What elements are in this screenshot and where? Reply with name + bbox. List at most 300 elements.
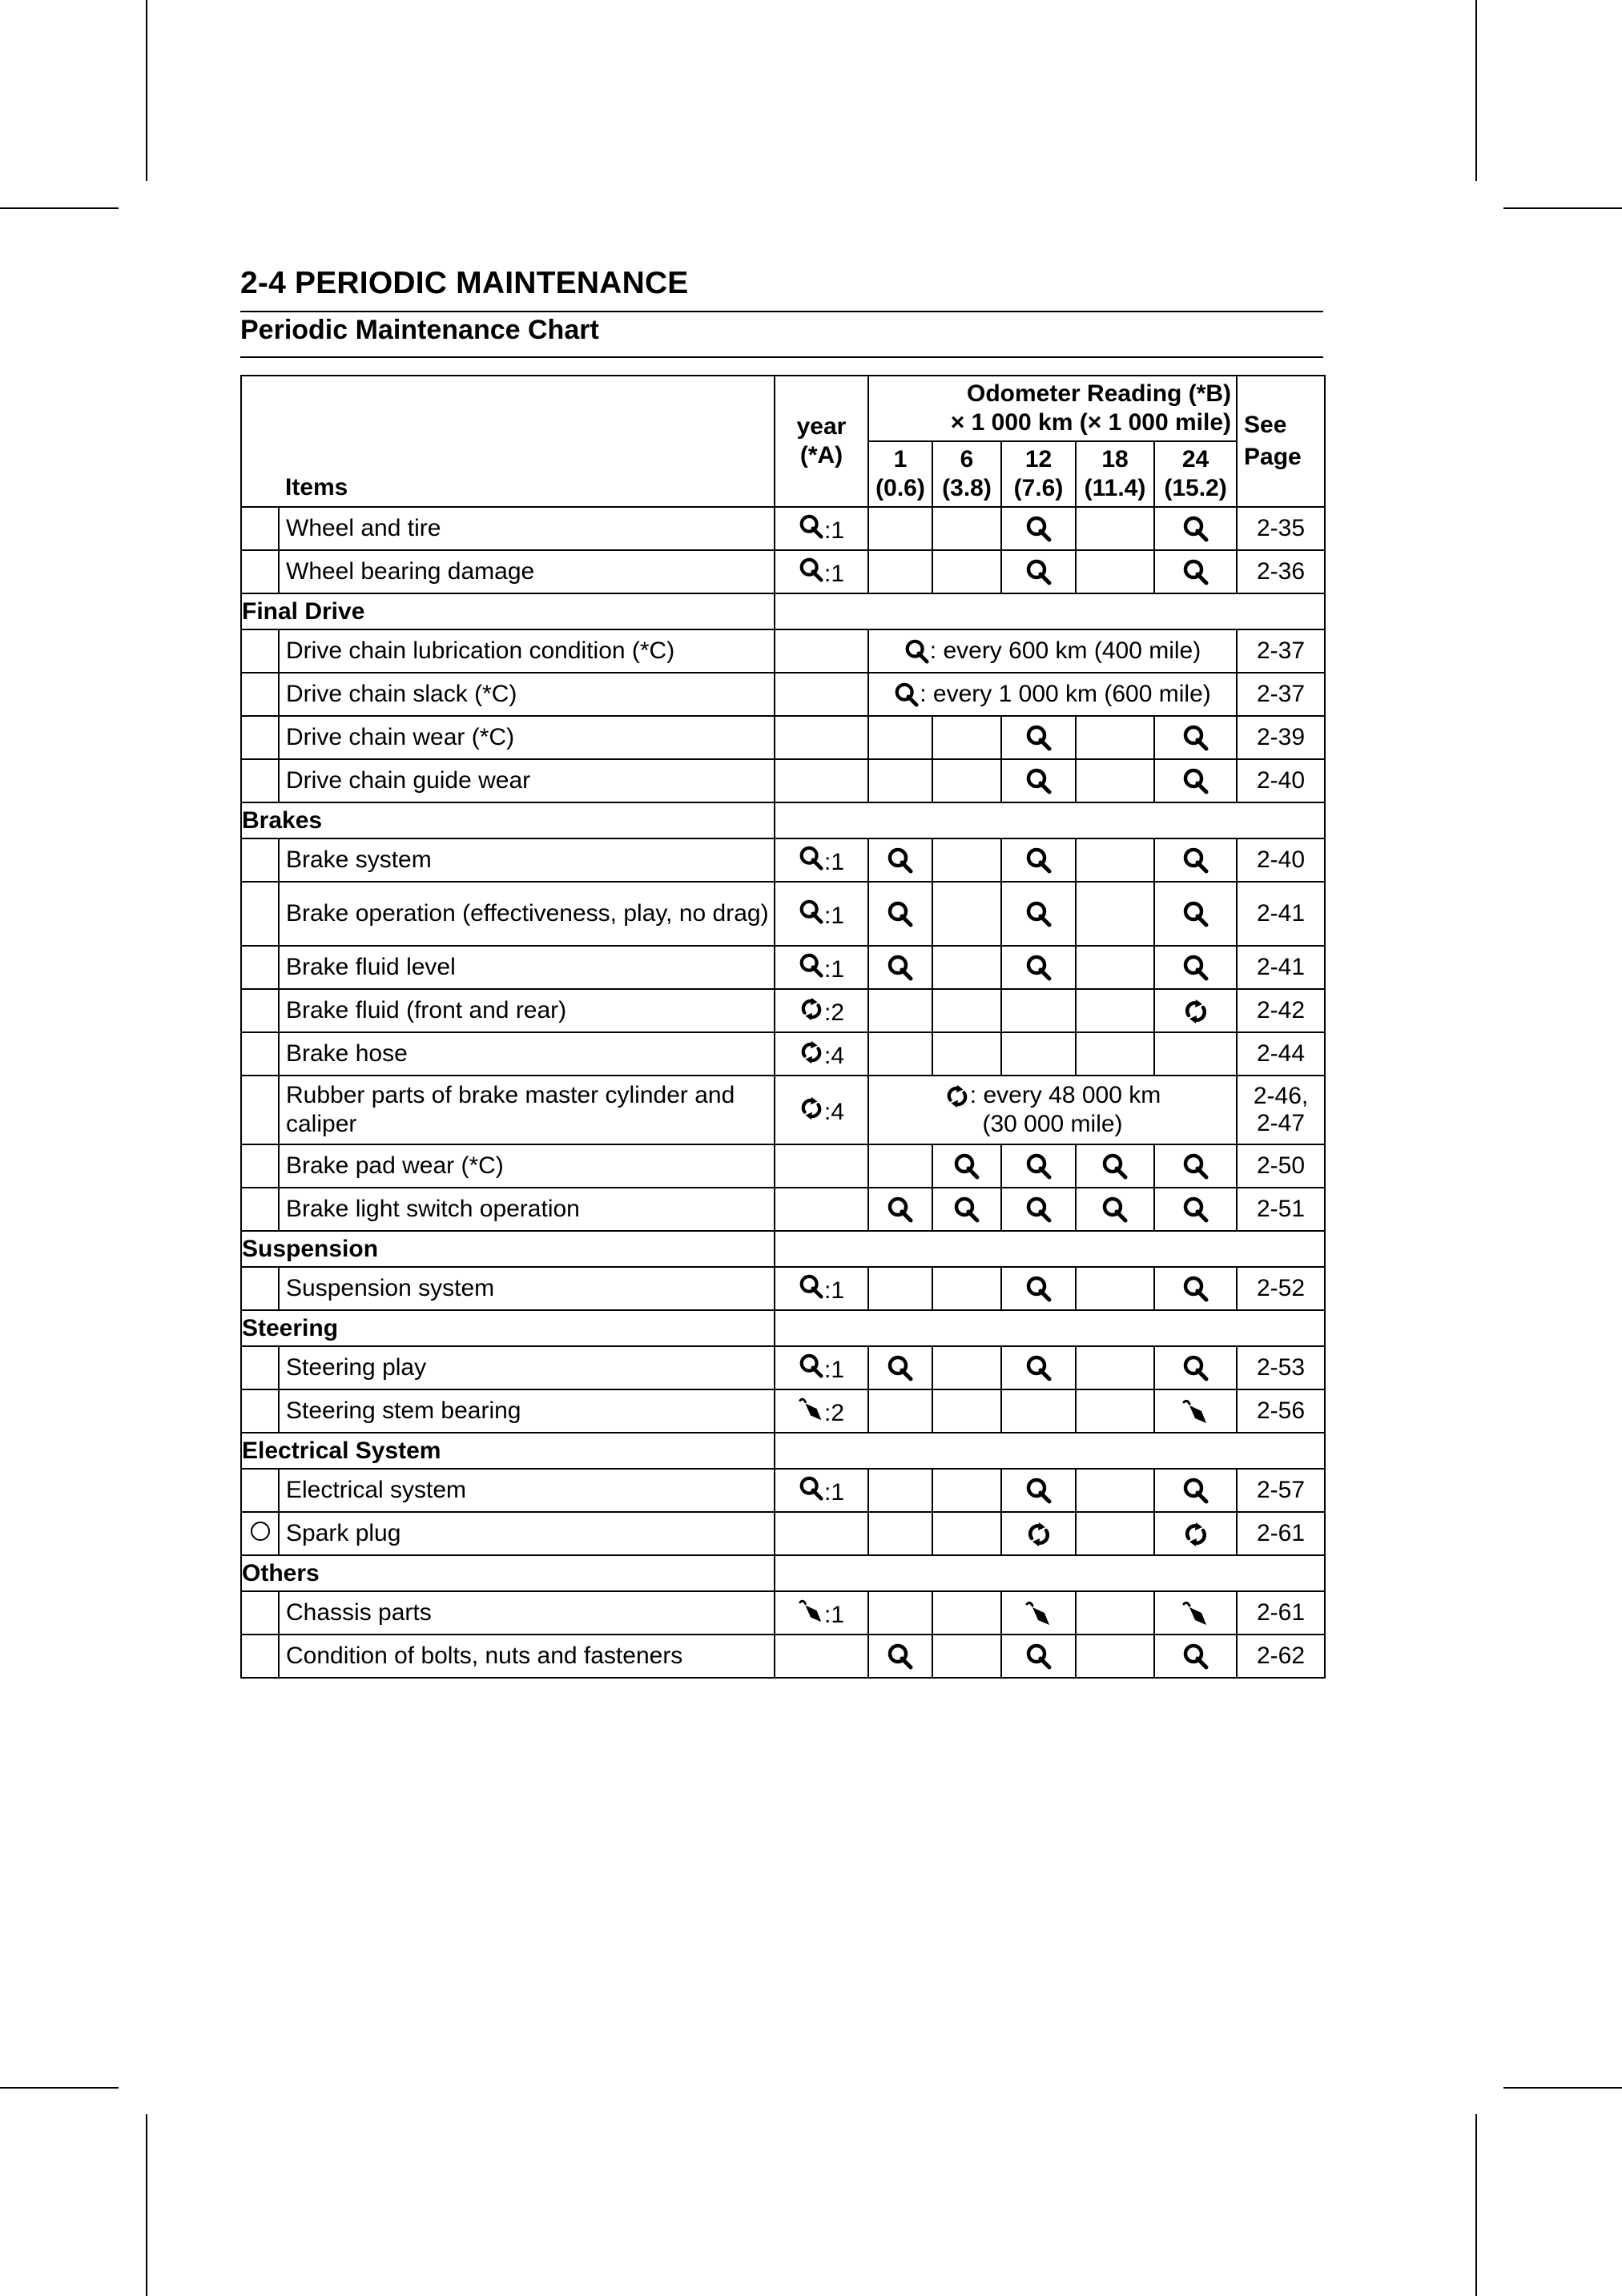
- item-name: Wheel bearing damage: [279, 550, 775, 593]
- inspect-icon: [799, 846, 824, 871]
- category-row: [241, 1231, 1325, 1267]
- interval-cell: [1154, 882, 1237, 946]
- year-interval-value: :4: [823, 1099, 845, 1125]
- year-interval: [775, 673, 868, 716]
- year-interval-value: :1: [823, 956, 845, 983]
- see-page: 2-52: [1237, 1267, 1325, 1310]
- maintenance-row: [241, 1635, 1325, 1678]
- item-name: Suspension system: [279, 1267, 775, 1310]
- item-name: Electrical system: [279, 1469, 775, 1512]
- category-label: Final Drive: [241, 593, 775, 629]
- inspect-icon: [1025, 1196, 1052, 1224]
- interval-cell: [868, 946, 932, 989]
- header-interval: 24 (15.2): [1154, 441, 1237, 507]
- see-page: 2-57: [1237, 1469, 1325, 1512]
- interval-cell: [1001, 550, 1076, 593]
- maintenance-row: [241, 673, 1325, 716]
- interval-cell: [932, 1267, 1001, 1310]
- inspect-icon: [799, 953, 824, 979]
- inspect-icon: [904, 639, 930, 665]
- replace-icon: [1182, 998, 1209, 1025]
- see-page: 2-42: [1237, 989, 1325, 1032]
- see-page: 2-37: [1237, 673, 1325, 716]
- interval-cell: [932, 550, 1001, 593]
- year-interval: [775, 550, 868, 593]
- maintenance-row: [241, 1267, 1325, 1310]
- interval-cell: [1001, 989, 1076, 1032]
- interval-cell: [1154, 550, 1237, 593]
- emission-circle-icon: [251, 1522, 270, 1541]
- emission-mark-cell: [241, 946, 279, 989]
- see-page: 2-62: [1237, 1635, 1325, 1678]
- year-interval: [775, 946, 868, 989]
- year-interval: [775, 1076, 868, 1144]
- lubricate-icon: [1182, 1398, 1209, 1425]
- maintenance-row: [241, 989, 1325, 1032]
- header-interval: 1 (0.6): [868, 441, 932, 507]
- year-interval-value: :1: [823, 849, 845, 875]
- item-name: Drive chain wear (*C): [279, 716, 775, 759]
- interval-cell: [1154, 1635, 1237, 1678]
- interval-cell: [868, 1635, 932, 1678]
- interval-cell: [1154, 1032, 1237, 1076]
- see-page: 2-51: [1237, 1188, 1325, 1231]
- maintenance-row: [241, 759, 1325, 802]
- item-name: Condition of bolts, nuts and fasteners: [279, 1635, 775, 1678]
- year-interval-value: :1: [823, 1357, 845, 1383]
- see-page: 2-41: [1237, 882, 1325, 946]
- interval-cell: [868, 1512, 932, 1555]
- year-interval-value: :1: [823, 517, 845, 544]
- inspect-icon: [799, 1476, 824, 1502]
- inspect-icon: [1182, 516, 1209, 543]
- interval-note: [868, 629, 1237, 673]
- interval-cell: [1076, 989, 1154, 1032]
- see-page: 2-41: [1237, 946, 1325, 989]
- year-interval: [775, 989, 868, 1032]
- see-page: 2-56: [1237, 1389, 1325, 1433]
- replace-icon: [799, 1096, 824, 1121]
- interval-cell: [1001, 1032, 1076, 1076]
- interval-cell: [1001, 1346, 1076, 1389]
- interval-cell: [1001, 1267, 1076, 1310]
- maintenance-row: [241, 946, 1325, 989]
- replace-icon: [799, 1039, 824, 1065]
- inspect-icon: [1182, 1276, 1209, 1303]
- see-page: 2-46, 2-47: [1237, 1076, 1325, 1144]
- item-name: Brake pad wear (*C): [279, 1144, 775, 1188]
- interval-cell: [932, 507, 1001, 550]
- inspect-icon: [887, 847, 914, 875]
- item-name: Brake hose: [279, 1032, 775, 1076]
- year-interval: [775, 1469, 868, 1512]
- interval-cell: [1154, 1346, 1237, 1389]
- maintenance-row: [241, 1032, 1325, 1076]
- category-label: Brakes: [241, 802, 775, 838]
- interval-cell: [1154, 1512, 1237, 1555]
- interval-note-text: : every 1 000 km (600 mile): [920, 681, 1211, 707]
- item-name: Drive chain guide wear: [279, 759, 775, 802]
- interval-cell: [932, 716, 1001, 759]
- interval-cell: [868, 1267, 932, 1310]
- year-interval: [775, 507, 868, 550]
- see-page: 2-61: [1237, 1512, 1325, 1555]
- emission-mark-cell: [241, 1188, 279, 1231]
- category-label: Electrical System: [241, 1433, 775, 1469]
- interval-cell: [1154, 1469, 1237, 1512]
- inspect-icon: [1025, 1355, 1052, 1382]
- item-name: Rubber parts of brake master cylinder and caliper: [279, 1076, 775, 1144]
- interval-cell: [1001, 1188, 1076, 1231]
- year-interval: [775, 716, 868, 759]
- emission-mark-cell: [241, 716, 279, 759]
- interval-cell: [868, 550, 932, 593]
- lubricate-icon: [799, 1397, 824, 1422]
- maintenance-row: [241, 1346, 1325, 1389]
- year-interval: [775, 1267, 868, 1310]
- replace-icon: [1182, 1521, 1209, 1548]
- year-interval: [775, 1512, 868, 1555]
- interval-cell: [932, 1512, 1001, 1555]
- interval-cell: [1076, 946, 1154, 989]
- interval-cell: [1001, 716, 1076, 759]
- inspect-icon: [1025, 768, 1052, 795]
- interval-cell: [1154, 716, 1237, 759]
- interval-note-text: (30 000 mile): [982, 1111, 1123, 1137]
- maintenance-row: [241, 1188, 1325, 1231]
- item-name: Steering play: [279, 1346, 775, 1389]
- year-interval-value: :2: [823, 1400, 845, 1426]
- inspect-icon: [1025, 725, 1052, 752]
- item-name: Drive chain slack (*C): [279, 673, 775, 716]
- interval-cell: [868, 882, 932, 946]
- chart-title: Periodic Maintenance Chart: [240, 315, 599, 345]
- interval-cell: [1154, 1267, 1237, 1310]
- interval-cell: [1001, 1469, 1076, 1512]
- year-interval-value: :1: [823, 1602, 845, 1628]
- inspect-icon: [953, 1196, 980, 1224]
- category-fill: [775, 802, 1325, 838]
- interval-cell: [1076, 838, 1154, 882]
- category-fill: [775, 1310, 1325, 1346]
- interval-cell: [868, 1032, 932, 1076]
- interval-cell: [1076, 1144, 1154, 1188]
- see-page: 2-44: [1237, 1032, 1325, 1076]
- item-name: Drive chain lubrication condition (*C): [279, 629, 775, 673]
- maintenance-row: [241, 882, 1325, 946]
- interval-cell: [1001, 759, 1076, 802]
- maintenance-row: [241, 716, 1325, 759]
- category-row: [241, 802, 1325, 838]
- interval-cell: [1154, 1144, 1237, 1188]
- year-interval-value: :4: [823, 1043, 845, 1069]
- inspect-icon: [1025, 1478, 1052, 1505]
- crop-mark-bottom-right: [1503, 2087, 1622, 2089]
- interval-cell: [1154, 1591, 1237, 1635]
- emission-mark-cell: [241, 882, 279, 946]
- emission-mark-cell: [241, 1635, 279, 1678]
- maintenance-row: [241, 550, 1325, 593]
- interval-cell: [1076, 1032, 1154, 1076]
- replace-icon: [799, 996, 824, 1022]
- interval-cell: [1076, 550, 1154, 593]
- crop-mark-top-left: [0, 207, 119, 209]
- category-fill: [775, 1433, 1325, 1469]
- interval-cell: [1154, 1389, 1237, 1433]
- inspect-icon: [894, 682, 920, 708]
- year-interval: [775, 1144, 868, 1188]
- header-see-label: See: [1244, 412, 1287, 438]
- interval-cell: [868, 1469, 932, 1512]
- year-interval-value: :1: [823, 1277, 845, 1304]
- lubricate-icon: [799, 1598, 824, 1624]
- see-page: 2-37: [1237, 629, 1325, 673]
- category-row: [241, 1310, 1325, 1346]
- maintenance-row: [241, 507, 1325, 550]
- see-page: 2-50: [1237, 1144, 1325, 1188]
- interval-cell: [932, 1635, 1001, 1678]
- item-name: Wheel and tire: [279, 507, 775, 550]
- maintenance-chart-table: [240, 375, 1326, 1679]
- category-row: [241, 1555, 1325, 1591]
- inspect-icon: [1025, 516, 1052, 543]
- emission-mark-cell: [241, 550, 279, 593]
- maintenance-chart-body: [241, 507, 1325, 1678]
- see-page: 2-40: [1237, 838, 1325, 882]
- inspect-icon: [1182, 847, 1209, 875]
- interval-cell: [932, 946, 1001, 989]
- header-odometer-units: × 1 000 km (× 1 000 mile): [950, 409, 1232, 436]
- year-interval: [775, 1635, 868, 1678]
- year-interval: [775, 1346, 868, 1389]
- year-interval: [775, 629, 868, 673]
- inspect-icon: [1025, 1643, 1052, 1671]
- interval-cell: [1076, 1267, 1154, 1310]
- item-name: Brake fluid (front and rear): [279, 989, 775, 1032]
- interval-cell: [1076, 1512, 1154, 1555]
- interval-cell: [868, 759, 932, 802]
- inspect-icon: [1182, 1355, 1209, 1382]
- inspect-icon: [1182, 955, 1209, 982]
- interval-cell: [1076, 1469, 1154, 1512]
- crop-mark-top-right: [1475, 0, 1477, 181]
- emission-mark-cell: [241, 1389, 279, 1433]
- replace-icon: [1025, 1521, 1052, 1548]
- interval-note-text: : every 48 000 km: [969, 1082, 1161, 1108]
- year-interval: [775, 759, 868, 802]
- interval-cell: [1001, 507, 1076, 550]
- interval-cell: [1076, 759, 1154, 802]
- interval-cell: [868, 1144, 932, 1188]
- item-name: Brake light switch operation: [279, 1188, 775, 1231]
- header-interval: 18 (11.4): [1076, 441, 1154, 507]
- emission-mark-cell: [241, 1591, 279, 1635]
- maintenance-row: [241, 838, 1325, 882]
- year-interval-value: :1: [823, 903, 845, 929]
- inspect-icon: [1025, 955, 1052, 982]
- header-items: Items: [241, 376, 775, 507]
- year-interval: [775, 1032, 868, 1076]
- category-row: [241, 593, 1325, 629]
- inspect-icon: [1025, 559, 1052, 586]
- header-year: [775, 376, 868, 507]
- crop-mark-bottom-right: [1475, 2114, 1477, 2296]
- interval-cell: [1076, 1188, 1154, 1231]
- maintenance-row: [241, 1076, 1325, 1144]
- see-page: 2-35: [1237, 507, 1325, 550]
- inspect-icon: [887, 1196, 914, 1224]
- maintenance-row: [241, 1469, 1325, 1512]
- year-interval-value: :1: [823, 1479, 845, 1506]
- crop-mark-bottom-left: [146, 2114, 147, 2296]
- interval-cell: [1001, 1144, 1076, 1188]
- interval-cell: [868, 1346, 932, 1389]
- year-interval: [775, 838, 868, 882]
- interval-note-line: [869, 1110, 1236, 1139]
- interval-cell: [1001, 882, 1076, 946]
- crop-mark-top-right: [1503, 207, 1622, 209]
- inspect-icon: [887, 1355, 914, 1382]
- see-page: 2-36: [1237, 550, 1325, 593]
- inspect-icon: [1182, 1153, 1209, 1180]
- maintenance-row: [241, 629, 1325, 673]
- interval-cell: [932, 1032, 1001, 1076]
- interval-cell: [932, 1346, 1001, 1389]
- interval-cell: [932, 882, 1001, 946]
- interval-cell: [932, 1469, 1001, 1512]
- header-see-page: [1237, 376, 1325, 507]
- interval-cell: [1001, 1389, 1076, 1433]
- lubricate-icon: [1182, 1600, 1209, 1627]
- inspect-icon: [1182, 559, 1209, 586]
- interval-cell: [932, 1389, 1001, 1433]
- interval-cell: [1001, 1512, 1076, 1555]
- header-odometer: [868, 376, 1237, 441]
- interval-cell: [1076, 1635, 1154, 1678]
- inspect-icon: [1025, 1276, 1052, 1303]
- emission-mark-cell: [241, 1267, 279, 1310]
- emission-mark-cell: [241, 1346, 279, 1389]
- emission-mark-cell: [241, 1144, 279, 1188]
- interval-cell: [1154, 989, 1237, 1032]
- category-fill: [775, 1231, 1325, 1267]
- header-odometer-label: Odometer Reading (*B): [967, 380, 1232, 407]
- interval-note-text: : every 600 km (400 mile): [929, 637, 1201, 664]
- emission-mark-cell: [241, 759, 279, 802]
- interval-cell: [1154, 507, 1237, 550]
- title-rule: [240, 311, 1323, 312]
- interval-cell: [868, 989, 932, 1032]
- header-interval: 6 (3.8): [932, 441, 1001, 507]
- interval-cell: [932, 838, 1001, 882]
- interval-cell: [1154, 759, 1237, 802]
- interval-cell: [868, 716, 932, 759]
- interval-note-line: [869, 680, 1236, 709]
- year-interval: [775, 1591, 868, 1635]
- interval-cell: [868, 1188, 932, 1231]
- emission-mark-cell: [241, 838, 279, 882]
- category-row: [241, 1433, 1325, 1469]
- inspect-icon: [799, 1274, 824, 1300]
- inspect-icon: [799, 1353, 824, 1379]
- inspect-icon: [887, 1643, 914, 1671]
- see-page: 2-61: [1237, 1591, 1325, 1635]
- year-interval-value: :1: [823, 561, 845, 587]
- header-interval: 12 (7.6): [1001, 441, 1076, 507]
- inspect-icon: [799, 557, 824, 583]
- inspect-icon: [887, 901, 914, 928]
- emission-mark-cell: [241, 989, 279, 1032]
- item-name: Steering stem bearing: [279, 1389, 775, 1433]
- inspect-icon: [1025, 847, 1052, 875]
- emission-mark-cell: [241, 1512, 279, 1555]
- inspect-icon: [1182, 1643, 1209, 1671]
- inspect-icon: [1101, 1153, 1129, 1180]
- crop-mark-bottom-left: [0, 2087, 119, 2089]
- interval-note: [868, 1076, 1237, 1144]
- inspect-icon: [887, 955, 914, 982]
- see-page: 2-39: [1237, 716, 1325, 759]
- maintenance-row: [241, 1144, 1325, 1188]
- inspect-icon: [1025, 1153, 1052, 1180]
- item-name: Spark plug: [279, 1512, 775, 1555]
- year-interval: [775, 882, 868, 946]
- inspect-icon: [1182, 768, 1209, 795]
- maintenance-row: [241, 1389, 1325, 1433]
- emission-mark-cell: [241, 673, 279, 716]
- header-page-label: Page: [1244, 444, 1302, 470]
- interval-cell: [868, 507, 932, 550]
- category-label: Suspension: [241, 1231, 775, 1267]
- emission-mark-cell: [241, 1032, 279, 1076]
- interval-cell: [1001, 838, 1076, 882]
- title-rule: [240, 356, 1323, 358]
- interval-cell: [1076, 1591, 1154, 1635]
- interval-cell: [1154, 1188, 1237, 1231]
- inspect-icon: [799, 899, 824, 925]
- emission-mark-cell: [241, 629, 279, 673]
- inspect-icon: [1101, 1196, 1129, 1224]
- header-year-label: year: [796, 413, 847, 440]
- interval-cell: [868, 1389, 932, 1433]
- interval-note-line: [869, 637, 1236, 665]
- inspect-icon: [953, 1153, 980, 1180]
- maintenance-row: [241, 1512, 1325, 1555]
- replace-icon: [944, 1084, 970, 1109]
- interval-cell: [932, 989, 1001, 1032]
- interval-cell: [1154, 946, 1237, 989]
- year-interval: [775, 1188, 868, 1231]
- category-label: Steering: [241, 1310, 775, 1346]
- inspect-icon: [799, 514, 824, 540]
- interval-note-line: [869, 1081, 1236, 1110]
- see-page: 2-53: [1237, 1346, 1325, 1389]
- category-label: Others: [241, 1555, 775, 1591]
- item-name: Brake operation (effectiveness, play, no drag): [279, 882, 775, 946]
- lubricate-icon: [1025, 1600, 1052, 1627]
- interval-note: [868, 673, 1237, 716]
- interval-cell: [868, 838, 932, 882]
- interval-cell: [932, 1188, 1001, 1231]
- interval-cell: [1001, 1591, 1076, 1635]
- interval-cell: [1154, 838, 1237, 882]
- inspect-icon: [1182, 1478, 1209, 1505]
- inspect-icon: [1025, 901, 1052, 928]
- emission-mark-cell: [241, 1076, 279, 1144]
- header-year-note: (*A): [799, 442, 843, 468]
- year-interval-value: :2: [823, 999, 845, 1026]
- inspect-icon: [1182, 1196, 1209, 1224]
